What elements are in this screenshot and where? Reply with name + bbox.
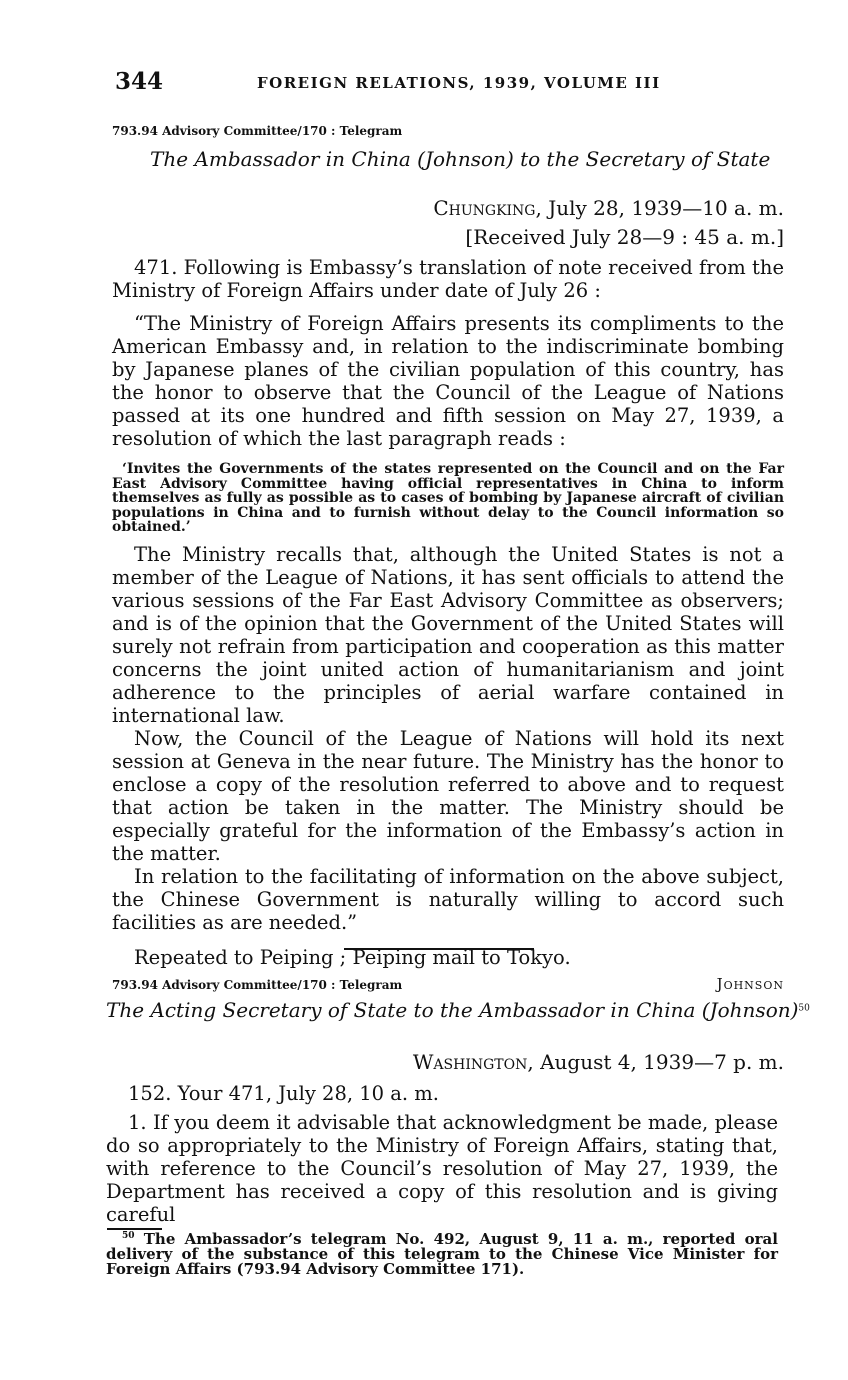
dateline-place: Chungking [433, 196, 536, 220]
footnote-text: The Ambassador’s telegram No. 492, August 9, 11 a. m., reported oral delivery of the substance of this telegram to the Chinese Vice Minister for Foreign Affairs (793.94 Advisory Committee 171). [106, 1230, 778, 1278]
file-reference: 793.94 Advisory Committee/170 : Telegram [112, 978, 403, 992]
dateline [112, 194, 784, 223]
doc1-body [112, 256, 784, 993]
paragraph: Repeated to Peiping ; Peiping mail to Tokyo. [134, 945, 571, 969]
section-divider [344, 948, 534, 950]
paragraph: In relation to the facilitating of information on the above subject, the Chinese Government is naturally willing to accord such facilities as are needed.” [112, 864, 784, 934]
footnote-reference: 50 [798, 1003, 810, 1014]
doc2-dateline [112, 1048, 784, 1077]
dateline-date: , August 4, 1939—7 p. m. [527, 1050, 784, 1074]
doc2-file-ref [112, 974, 784, 993]
doc2-body [106, 1082, 778, 1226]
document-title: The Ambassador in China (Johnson) to the Secretary of State [150, 147, 771, 171]
footnote-marker: 50 [122, 1231, 135, 1241]
paragraph: The Ministry recalls that, although the United States is not a member of the League of Nations, it has sent officials to attend the various sessions of the Far East Advisory Committee as observers; and is of the opinion that the Government of the United States will surely not refrain from participation and cooperation as this matter concerns the joint united action of humanitarianism and joint adherence to the principles of aerial warfare contained in international law. [112, 542, 784, 727]
doc2-title [106, 998, 810, 1022]
dateline-place: Washington [412, 1050, 528, 1074]
document-title: The Acting Secretary of State to the Ambassador in China (Johnson) [106, 998, 799, 1022]
dateline [112, 1048, 784, 1077]
doc1-dateline [112, 194, 784, 252]
signature: Johnson [716, 974, 784, 993]
paragraph: Now, the Council of the League of Nations will hold its next session at Geneva in the near future. The Ministry has the honor to enclose a copy of the resolution referred to above and to request that action be taken in the matter. The Ministry should be especially grateful for the information of the Embassy’s action in the matter. [112, 726, 784, 865]
footnote-block [106, 1232, 778, 1277]
footnote [106, 1232, 778, 1277]
paragraph: 471. Following is Embassy’s translation of note received from the Ministry of Foreign Affairs under date of July 26 : [112, 256, 784, 302]
doc1-title [150, 147, 822, 171]
page-number: 344 [115, 68, 164, 95]
paragraph: 152. Your 471, July 28, 10 a. m. [128, 1082, 439, 1105]
paragraph: 1. If you deem it advisable that acknowledgment be made, please do so appropriately to the Ministry of Foreign Affairs, stating that, with reference to the Council’s resolution of May 27, 1939, the Department has received a copy of this resolution and is giving careful [106, 1111, 778, 1226]
doc1-file-ref [112, 120, 784, 139]
block-quote: ‘Invites the Governments of the states represented on the Council and on the Far East Advisory Committee having official representatives in China to inform themselves as fully as possible as to cases of bombing by Japanese aircraft of civilian populations in China and to furnish without delay to the Council information so obtained.’ [112, 461, 784, 535]
running-head: FOREIGN RELATIONS, 1939, VOLUME III [257, 74, 661, 92]
paragraph: “The Ministry of Foreign Affairs presents its compliments to the American Embassy and, in relation to the indiscriminate bombing by Japanese planes of the civilian population of this country, has the honor to observe that the Council of the League of Nations passed at its one hundred and fifth session on May 27, 1939, a resolution of which the last paragraph reads : [112, 312, 784, 450]
file-reference: 793.94 Advisory Committee/170 : Telegram [112, 124, 403, 138]
received-line: [Received July 28—9 : 45 a. m.] [465, 225, 784, 249]
dateline-date: , July 28, 1939—10 a. m. [535, 196, 784, 220]
